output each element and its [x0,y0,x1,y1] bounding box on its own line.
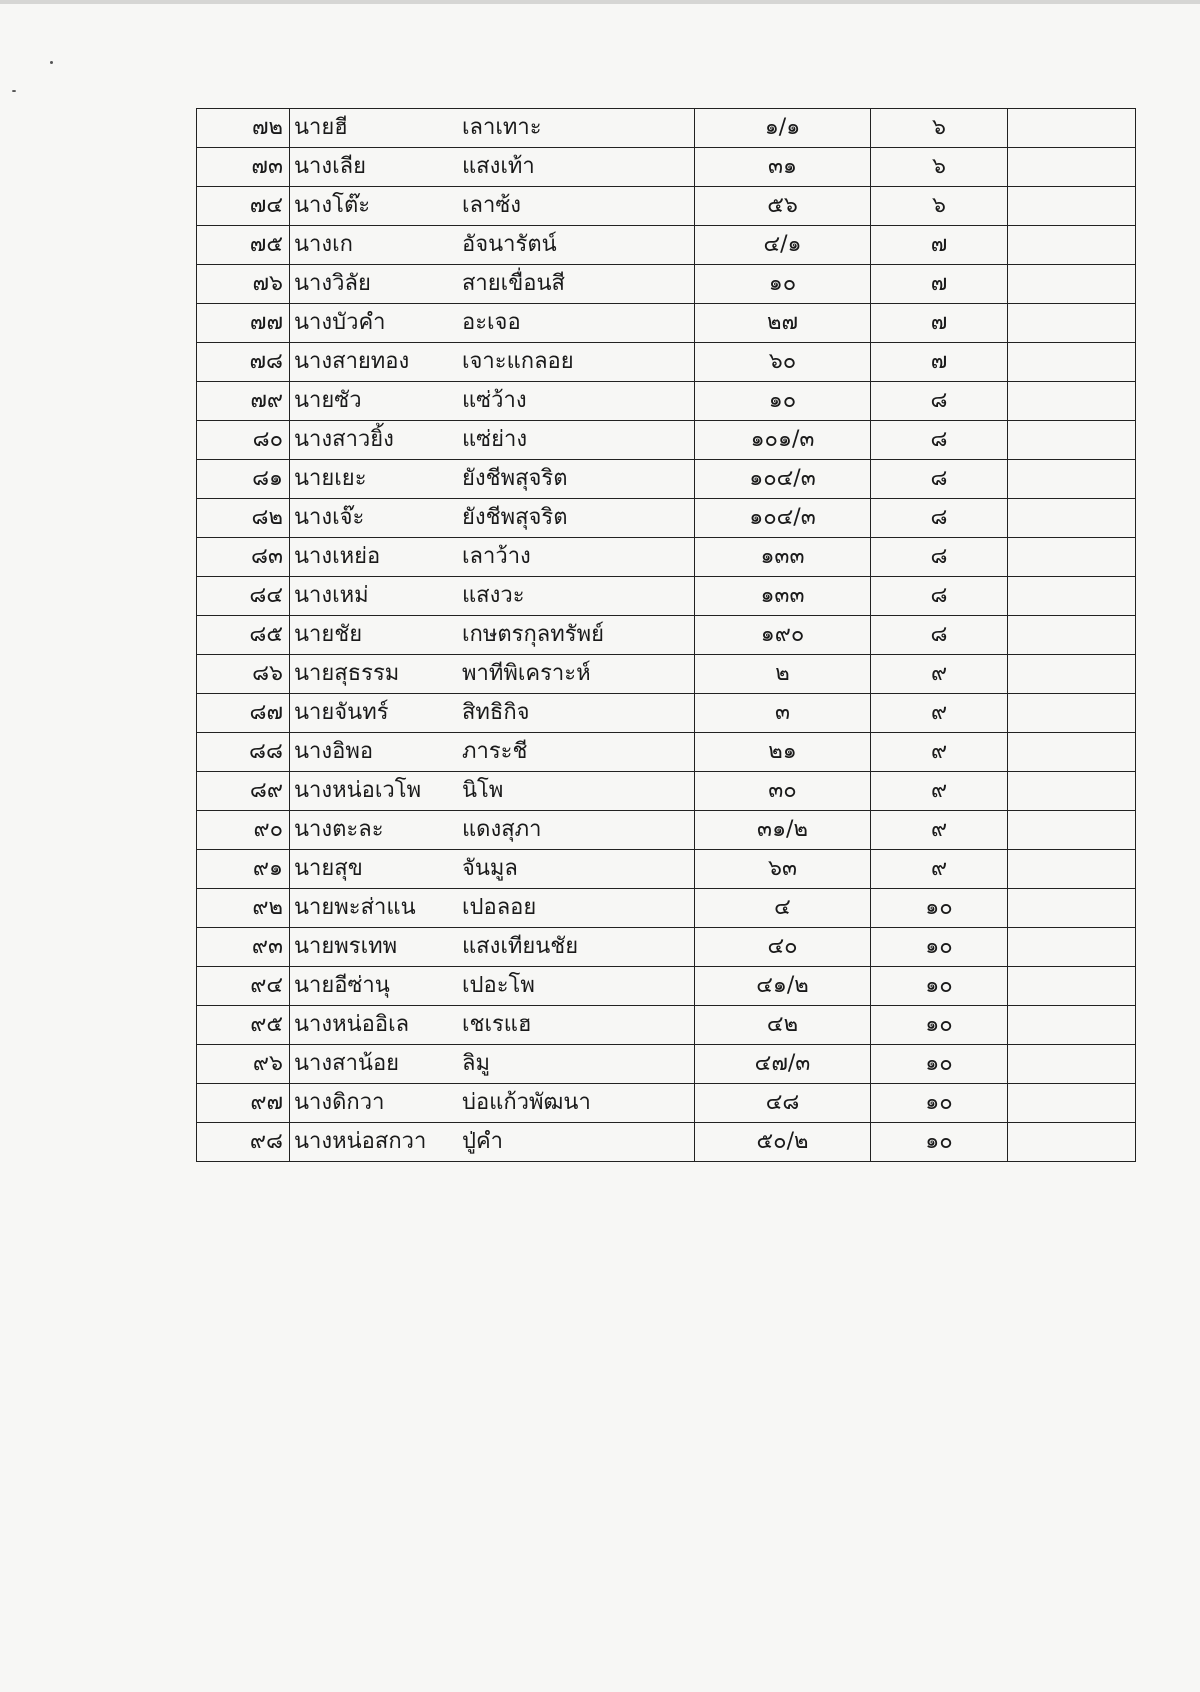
full-name-cell [290,772,695,811]
row-number-cell: ๙๒ [197,889,290,928]
house-number-cell: ๑๐ [695,265,871,304]
village-number-cell: ๙ [871,772,1008,811]
full-name-wrap [290,421,694,459]
last-name: แซ่ย่าง [462,427,528,452]
house-number-cell: ๕๐/๒ [695,1123,871,1162]
first-name: นายจันทร์ [294,700,389,725]
first-name: นางสาวยิ้ง [294,427,394,452]
remark-cell [1008,538,1136,577]
first-name: นางเลีย [294,154,367,179]
row-number-cell: ๘๒ [197,499,290,538]
remark-cell [1008,265,1136,304]
scan-speck [12,90,16,92]
row-number-cell: ๘๖ [197,655,290,694]
first-name: นางเหย่อ [294,544,381,569]
first-name: นางตะละ [294,817,384,842]
village-number-cell: ๑๐ [871,1006,1008,1045]
table-row [197,226,1136,265]
remark-cell [1008,811,1136,850]
last-name: แสงวะ [462,583,525,608]
table-row [197,421,1136,460]
village-number-cell: ๖ [871,187,1008,226]
table-row [197,538,1136,577]
row-number-cell: ๙๓ [197,928,290,967]
last-name: แสงเท้า [462,154,535,179]
full-name-cell [290,1084,695,1123]
table-row [197,772,1136,811]
row-number-cell: ๙๘ [197,1123,290,1162]
house-number-cell: ๔๑/๒ [695,967,871,1006]
house-number-cell: ๖๐ [695,343,871,382]
table-row [197,694,1136,733]
full-name-cell [290,850,695,889]
row-number-cell: ๘๕ [197,616,290,655]
row-number-cell: ๘๓ [197,538,290,577]
last-name: เชเรแฮ [462,1012,532,1037]
first-name: นางอิพอ [294,739,374,764]
full-name-wrap [290,577,694,615]
remark-cell [1008,499,1136,538]
last-name: เปอะโพ [462,973,535,998]
full-name-cell [290,538,695,577]
full-name-cell [290,148,695,187]
remark-cell [1008,460,1136,499]
row-number-cell: ๘๘ [197,733,290,772]
full-name-wrap [290,499,694,537]
remark-cell [1008,850,1136,889]
full-name-cell [290,967,695,1006]
first-name: นายสุข [294,856,363,881]
last-name: แซ่ว้าง [462,388,527,413]
last-name: ภาระชี [462,739,528,764]
village-number-cell: ๑๐ [871,928,1008,967]
full-name-wrap [290,655,694,693]
full-name-wrap [290,1006,694,1044]
table-row [197,109,1136,148]
remark-cell [1008,148,1136,187]
scan-edge-line [0,0,1200,4]
house-number-cell: ๑๐ [695,382,871,421]
table-row [197,304,1136,343]
last-name: นิโพ [462,778,504,803]
last-name: อะเจอ [462,310,521,335]
row-number-cell: ๘๑ [197,460,290,499]
full-name-cell [290,109,695,148]
last-name: เกษตรกุลทรัพย์ [462,622,604,647]
house-number-cell: ๒๗ [695,304,871,343]
remark-cell [1008,733,1136,772]
full-name-wrap [290,1045,694,1083]
table-row [197,1045,1136,1084]
first-name: นายสุธรรม [294,661,400,686]
row-number-cell: ๗๗ [197,304,290,343]
table-row [197,265,1136,304]
last-name: บ่อแก้วพัฒนา [462,1090,591,1115]
last-name: ยังชีพสุจริต [462,466,568,491]
village-number-cell: ๙ [871,811,1008,850]
table-row [197,382,1136,421]
village-number-cell: ๑๐ [871,1084,1008,1123]
full-name-wrap [290,967,694,1005]
row-number-cell: ๘๗ [197,694,290,733]
full-name-cell [290,382,695,421]
house-number-cell: ๑๐๑/๓ [695,421,871,460]
row-number-cell: ๗๙ [197,382,290,421]
full-name-wrap [290,733,694,771]
full-name-wrap [290,148,694,186]
house-number-cell: ๔ [695,889,871,928]
remark-cell [1008,967,1136,1006]
table-row [197,148,1136,187]
remark-cell [1008,1123,1136,1162]
full-name-wrap [290,811,694,849]
village-number-cell: ๘ [871,382,1008,421]
full-name-cell [290,265,695,304]
last-name: สายเขื่อนสี [462,271,565,296]
full-name-cell [290,187,695,226]
row-number-cell: ๘๐ [197,421,290,460]
remark-cell [1008,187,1136,226]
full-name-wrap [290,538,694,576]
full-name-cell [290,1123,695,1162]
table-row [197,187,1136,226]
first-name: นางสาน้อย [294,1051,400,1076]
remark-cell [1008,577,1136,616]
full-name-wrap [290,187,694,225]
village-number-cell: ๑๐ [871,1045,1008,1084]
recipient-table [196,108,1136,1162]
full-name-wrap [290,460,694,498]
remark-cell [1008,421,1136,460]
house-number-cell: ๔๐ [695,928,871,967]
village-number-cell: ๘ [871,499,1008,538]
row-number-cell: ๙๗ [197,1084,290,1123]
row-number-cell: ๘๔ [197,577,290,616]
first-name: นางหน่อเวโพ [294,778,422,803]
table-row [197,850,1136,889]
house-number-cell: ๔๒ [695,1006,871,1045]
first-name: นางเก [294,232,353,257]
first-name: นางโต๊ะ [294,193,371,218]
village-number-cell: ๗ [871,343,1008,382]
house-number-cell: ๑๐๔/๓ [695,460,871,499]
full-name-cell [290,694,695,733]
last-name: อัจนารัตน์ [462,232,557,257]
last-name: เจาะแกลอย [462,349,574,374]
remark-cell [1008,343,1136,382]
first-name: นางหน่อสกวา [294,1129,427,1154]
remark-cell [1008,694,1136,733]
first-name: นางเจ๊ะ [294,505,365,530]
full-name-cell [290,343,695,382]
first-name: นายพรเทพ [294,934,398,959]
village-number-cell: ๑๐ [871,1123,1008,1162]
full-name-wrap [290,772,694,810]
house-number-cell: ๑๐๔/๓ [695,499,871,538]
scan-speck [50,61,53,64]
last-name: ลิมู [462,1051,490,1076]
house-number-cell: ๕๖ [695,187,871,226]
last-name: ยังชีพสุจริต [462,505,568,530]
table-row [197,811,1136,850]
full-name-wrap [290,265,694,303]
table-row [197,499,1136,538]
table-row [197,967,1136,1006]
row-number-cell: ๗๓ [197,148,290,187]
last-name: พาทีพิเคราะห์ [462,661,591,686]
house-number-cell: ๓๑ [695,148,871,187]
village-number-cell: ๖ [871,148,1008,187]
village-number-cell: ๘ [871,616,1008,655]
row-number-cell: ๙๕ [197,1006,290,1045]
table-row [197,343,1136,382]
full-name-cell [290,304,695,343]
table-row [197,928,1136,967]
first-name: นางเหม่ [294,583,369,608]
row-number-cell: ๗๒ [197,109,290,148]
table-row [197,460,1136,499]
first-name: นางดิกวา [294,1090,385,1115]
last-name: เลาเทาะ [462,115,542,140]
table-row [197,616,1136,655]
full-name-wrap [290,889,694,927]
remark-cell [1008,772,1136,811]
house-number-cell: ๑๓๓ [695,538,871,577]
remark-cell [1008,226,1136,265]
last-name: จันมูล [462,856,518,881]
full-name-cell [290,811,695,850]
first-name: นายซัว [294,388,362,413]
table-row [197,1006,1136,1045]
full-name-wrap [290,1084,694,1122]
house-number-cell: ๓ [695,694,871,733]
full-name-wrap [290,928,694,966]
table-row [197,1123,1136,1162]
first-name: นายเยะ [294,466,367,491]
last-name: แสงเทียนชัย [462,934,579,959]
house-number-cell: ๓๑/๒ [695,811,871,850]
last-name: เลาว้าง [462,544,531,569]
full-name-wrap [290,109,694,147]
full-name-cell [290,226,695,265]
full-name-cell [290,616,695,655]
remark-cell [1008,109,1136,148]
village-number-cell: ๑๐ [871,889,1008,928]
village-number-cell: ๗ [871,304,1008,343]
full-name-wrap [290,694,694,732]
remark-cell [1008,304,1136,343]
village-number-cell: ๑๐ [871,967,1008,1006]
village-number-cell: ๘ [871,460,1008,499]
full-name-cell [290,499,695,538]
full-name-cell [290,655,695,694]
remark-cell [1008,1045,1136,1084]
full-name-cell [290,577,695,616]
full-name-wrap [290,616,694,654]
remark-cell [1008,928,1136,967]
full-name-cell [290,928,695,967]
first-name: นางวิลัย [294,271,371,296]
row-number-cell: ๗๖ [197,265,290,304]
full-name-wrap [290,382,694,420]
village-number-cell: ๙ [871,694,1008,733]
full-name-cell [290,1045,695,1084]
table-row [197,733,1136,772]
first-name: นายชัย [294,622,363,647]
row-number-cell: ๙๑ [197,850,290,889]
remark-cell [1008,889,1136,928]
village-number-cell: ๙ [871,850,1008,889]
full-name-cell [290,460,695,499]
row-number-cell: ๘๙ [197,772,290,811]
house-number-cell: ๑๙๐ [695,616,871,655]
house-number-cell: ๒ [695,655,871,694]
first-name: นายฮี [294,115,348,140]
house-number-cell: ๖๓ [695,850,871,889]
last-name: เลาซ้ง [462,193,522,218]
remark-cell [1008,655,1136,694]
first-name: นายอีซ่านุ [294,973,390,998]
remark-cell [1008,1084,1136,1123]
village-number-cell: ๘ [871,421,1008,460]
first-name: นางหน่ออิเล [294,1012,410,1037]
full-name-wrap [290,850,694,888]
house-number-cell: ๑/๑ [695,109,871,148]
village-number-cell: ๙ [871,733,1008,772]
house-number-cell: ๔/๑ [695,226,871,265]
full-name-cell [290,733,695,772]
row-number-cell: ๗๕ [197,226,290,265]
row-number-cell: ๙๔ [197,967,290,1006]
full-name-wrap [290,304,694,342]
house-number-cell: ๑๓๓ [695,577,871,616]
full-name-cell [290,889,695,928]
full-name-wrap [290,226,694,264]
first-name: นางสายทอง [294,349,410,374]
last-name: สิทธิกิจ [462,700,530,725]
village-number-cell: ๗ [871,226,1008,265]
village-number-cell: ๘ [871,538,1008,577]
table-row [197,889,1136,928]
village-number-cell: ๗ [871,265,1008,304]
house-number-cell: ๔๗/๓ [695,1045,871,1084]
table-row [197,655,1136,694]
village-number-cell: ๖ [871,109,1008,148]
full-name-cell [290,421,695,460]
full-name-wrap [290,343,694,381]
full-name-wrap [290,1123,694,1161]
village-number-cell: ๙ [871,655,1008,694]
table-row [197,1084,1136,1123]
row-number-cell: ๙๐ [197,811,290,850]
remark-cell [1008,382,1136,421]
row-number-cell: ๙๖ [197,1045,290,1084]
remark-cell [1008,1006,1136,1045]
village-number-cell: ๘ [871,577,1008,616]
house-number-cell: ๒๑ [695,733,871,772]
house-number-cell: ๔๘ [695,1084,871,1123]
recipient-table-body [197,109,1136,1162]
row-number-cell: ๗๘ [197,343,290,382]
first-name: นางบัวคำ [294,310,386,335]
last-name: เปอลอย [462,895,537,920]
full-name-cell [290,1006,695,1045]
last-name: ปู่คำ [462,1129,504,1154]
table-row [197,577,1136,616]
house-number-cell: ๓๐ [695,772,871,811]
last-name: แดงสุภา [462,817,542,842]
remark-cell [1008,616,1136,655]
row-number-cell: ๗๔ [197,187,290,226]
first-name: นายพะส่าแน [294,895,416,920]
